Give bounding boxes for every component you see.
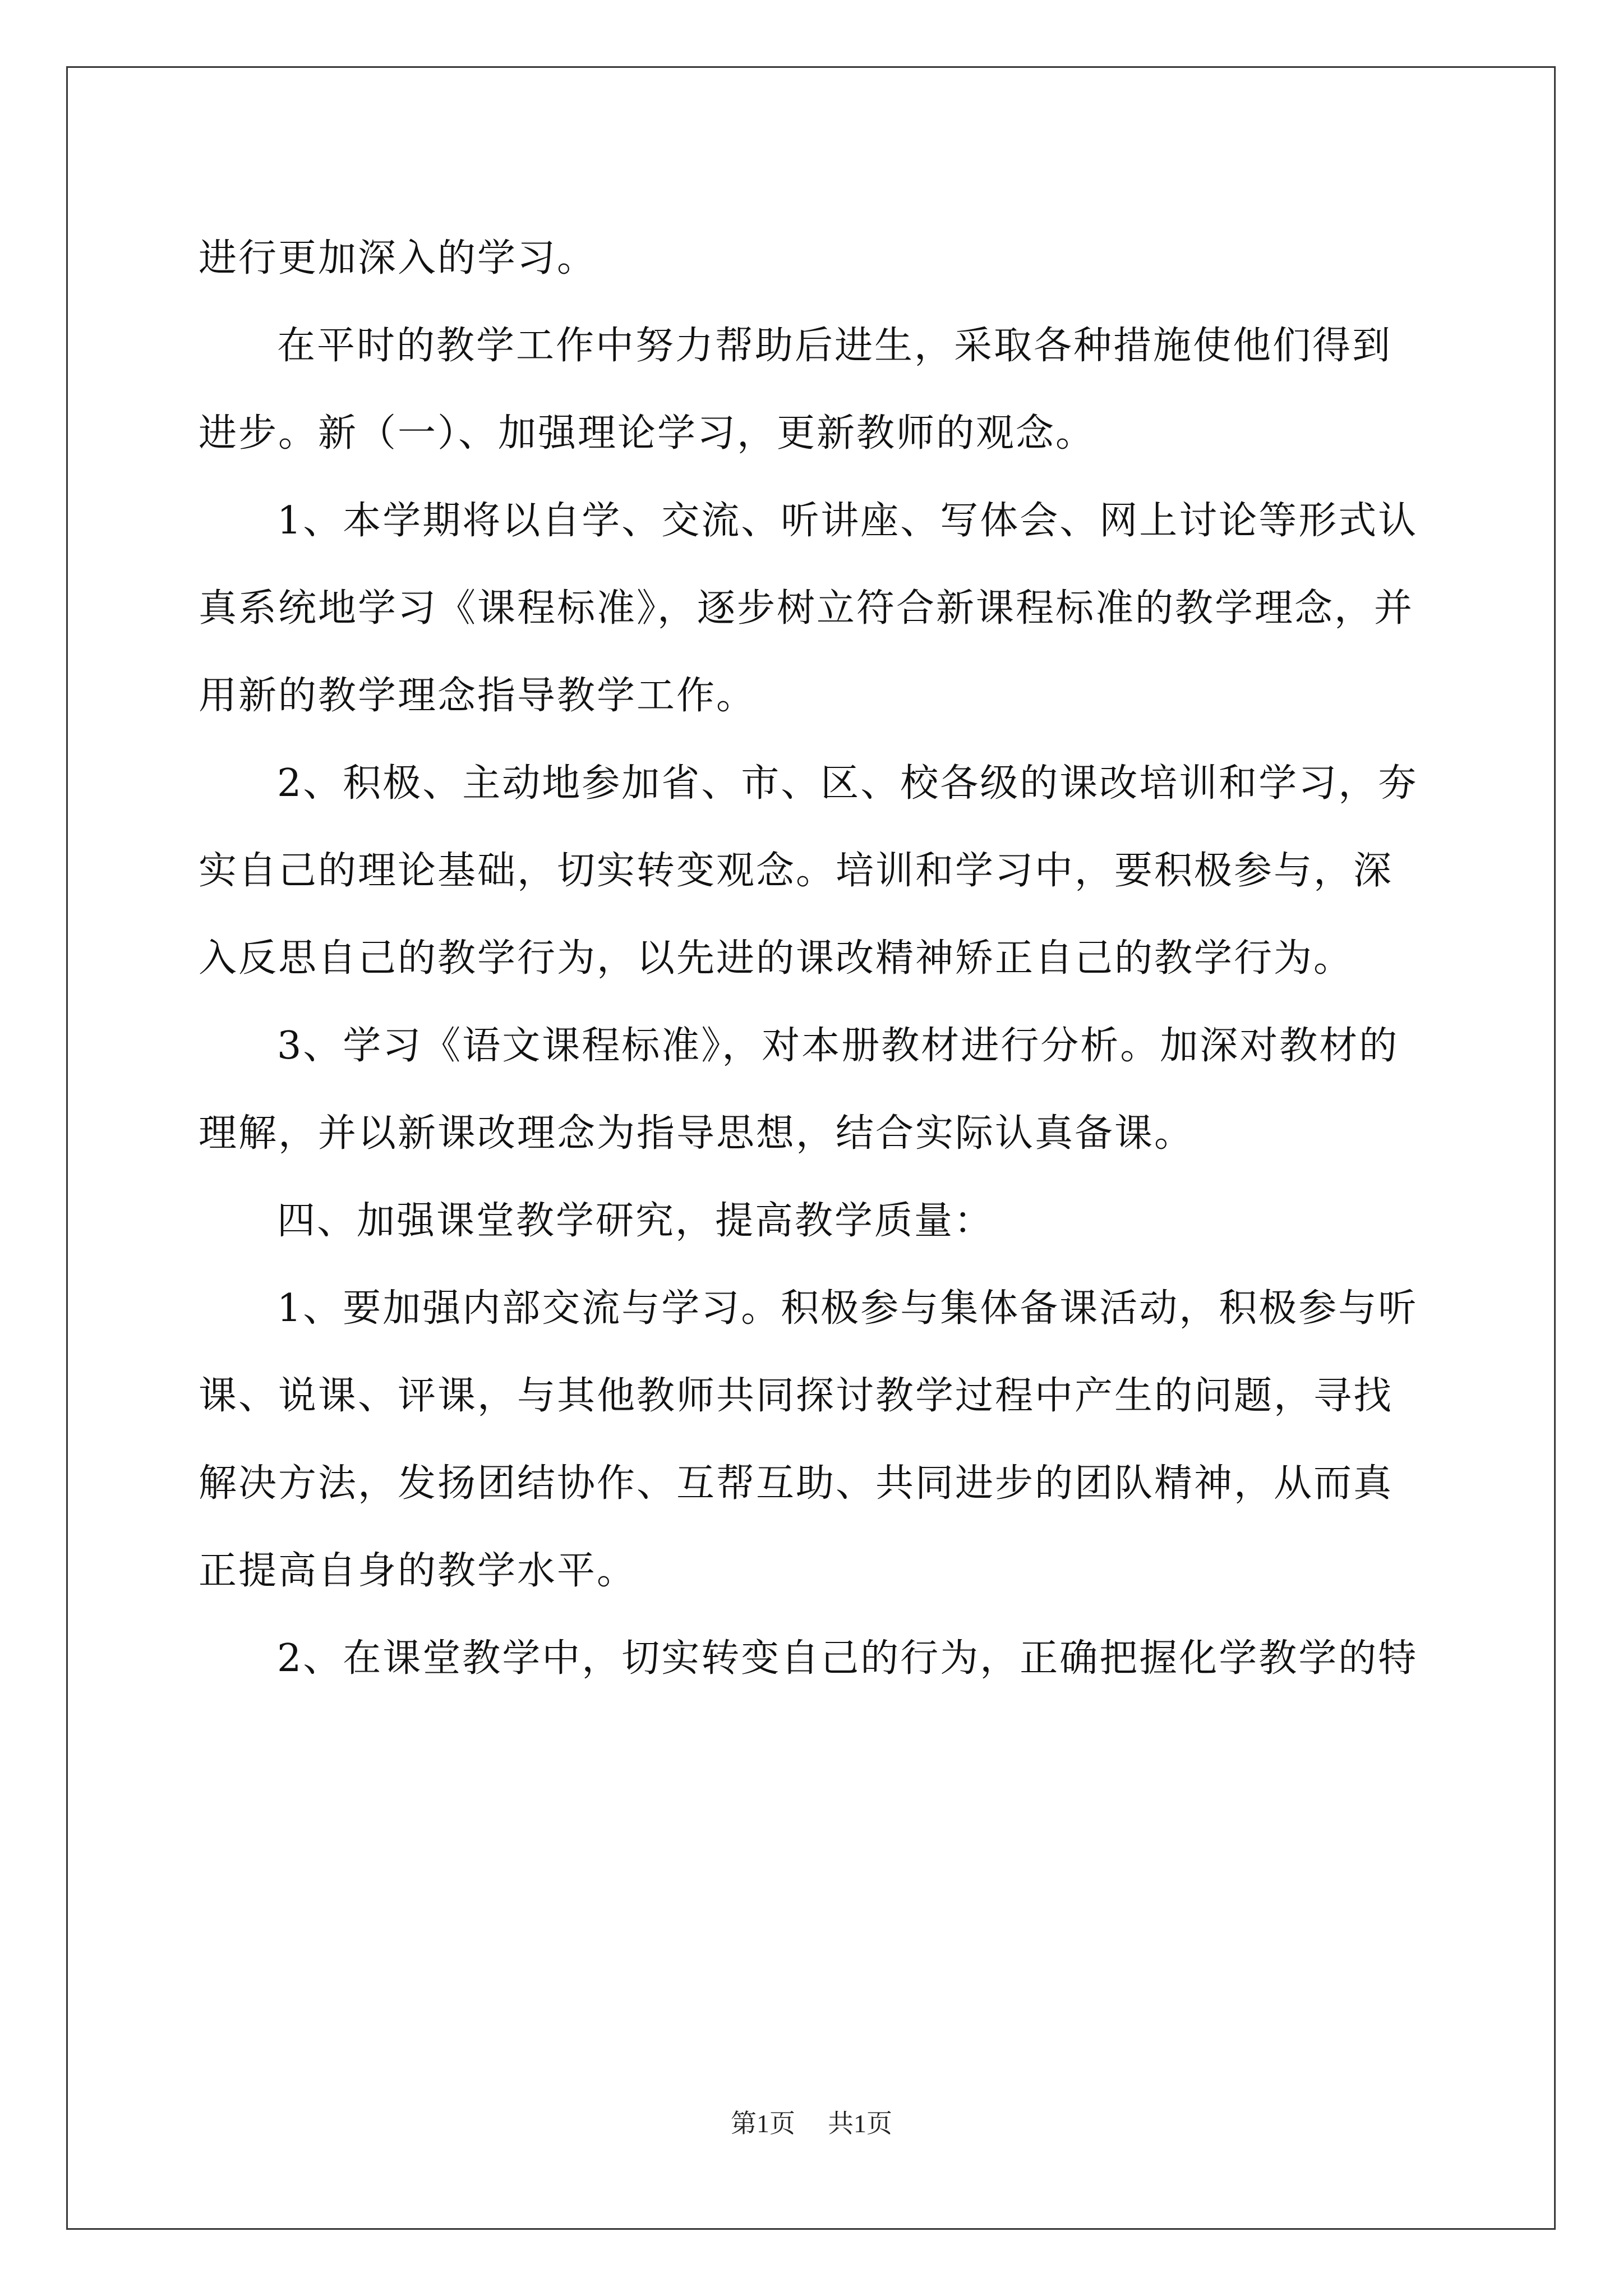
- text-line: 解决方法，发扬团结协作、互帮互助、共同进步的团队精神，从而真: [199, 1461, 1394, 1506]
- page-number: 第1页: [731, 2109, 795, 2138]
- page-footer: [0, 2103, 1623, 2140]
- text-line: 进行更加深入的学习。: [199, 236, 597, 280]
- text-line: 正提高自身的教学水平。: [199, 1549, 637, 1593]
- text-line: 实自己的理论基础，切实转变观念。培训和学习中，要积极参与，深: [199, 849, 1394, 893]
- document-body: [199, 215, 1432, 1703]
- text-line: 2、在课堂教学中，切实转变自己的行为，正确把握化学教学的特: [277, 1636, 1418, 1681]
- text-line: 进步。新（一）、加强理论学习，更新教师的观念。: [199, 411, 1096, 455]
- text-line: 理解，并以新课改理念为指导思想，结合实际认真备课。: [199, 1111, 1195, 1156]
- text-line: 在平时的教学工作中努力帮助后进生，采取各种措施使他们得到: [277, 324, 1393, 368]
- text-line: 课、说课、评课，与其他教师共同探讨教学过程中产生的问题，寻找: [199, 1374, 1394, 1418]
- text-line: 1、要加强内部交流与学习。积极参与集体备课活动，积极参与听: [277, 1286, 1418, 1331]
- page-total: 共1页: [828, 2109, 892, 2138]
- text-line: 2、积极、主动地参加省、市、区、校各级的课改培训和学习，夯: [277, 761, 1418, 806]
- text-line: 用新的教学理念指导教学工作。: [199, 674, 757, 718]
- text-line: 3、学习《语文课程标准》，对本册教材进行分析。加深对教材的: [277, 1024, 1399, 1068]
- text-line: 真系统地学习《课程标准》，逐步树立符合新课程标准的教学理念，并: [199, 586, 1414, 631]
- text-line: 入反思自己的教学行为，以先进的课改精神矫正自己的教学行为。: [199, 936, 1354, 981]
- text-line: 1、本学期将以自学、交流、听讲座、写体会、网上讨论等形式认: [277, 499, 1418, 543]
- section-heading: 四、加强课堂教学研究，提高教学质量：: [277, 1199, 994, 1243]
